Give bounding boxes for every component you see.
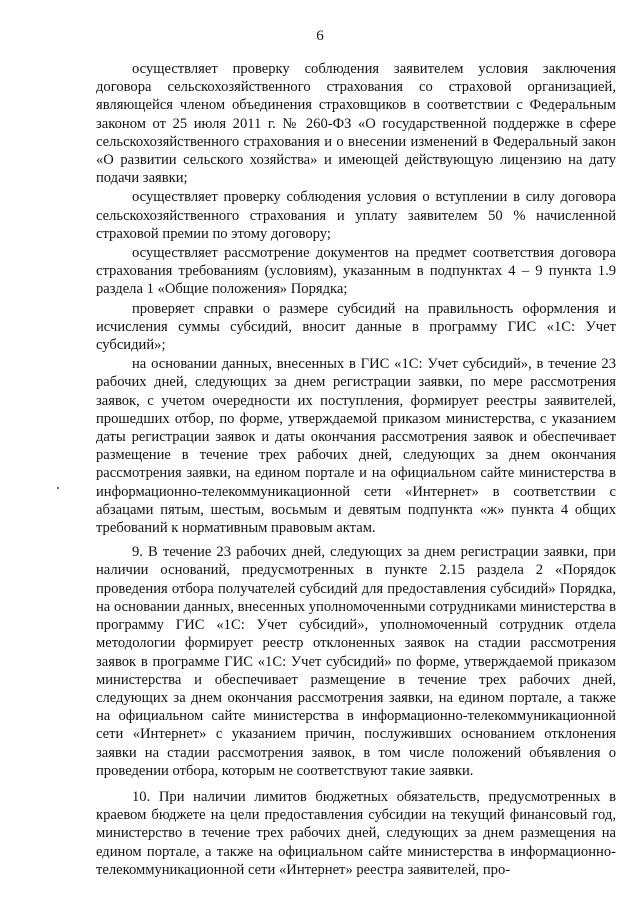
paragraph-contract-entry-check: осуществляет проверку соблюдения условия о вступлении в силу договора сельскохозяйственного страхования и уплату заявителем 50 % начисленной страховой премии по этому договору; [96,189,616,242]
paragraph-documents-review: осуществляет рассмотрение документов на предмет соответствия договора страхования требованиям (условиям), указанным в подпунктах 4 – 9 пункта 1.9 раздела 1 «Общие положения» Порядка; [96,245,616,298]
paragraph-insurance-check: осуществляет проверку соблюдения заявителем условия заключения договора сельскохозяйственного страхования со страховой организацией, являющейся членом объединения страховщиков в соответствии с Федеральным законом от 25 июля 2011 г. № 260-ФЗ «О государственной поддержке в сфере сельскохозяйственного страхования и о внесении изменений в Федеральный закон «О развитии сельского хозяйства» и имеющей действующую лицензию на дату подачи заявки; [96,61,616,187]
page-number: 6 [316,28,324,44]
paragraph-registers-formation: на основании данных, внесенных в ГИС «1С: Учет субсидий», в течение 23 рабочих дней, следующих за днем регистрации заявки, по мере рассмотрения заявок, с учетом очередности их поступления, формирует реестры заявителей, прошедших отбор, по форме, утверждаемой приказом министерства, с указанием даты регистрации заявок и даты окончания рассмотрения заявок и обеспечивает размещение в течение трех рабочих дней, следующих за днем окончания рассмотрения заявки, на едином портале и на официальном сайте министерства в информационно-телекоммуникационной сети «Интернет» в соответствии с абзацами пятым, шестым, восьмым и девятым подпункта «ж» пункта 4 общих требований к нормативным правовым актам. [96,356,616,537]
paragraph-subsidy-certificates: проверяет справки о размере субсидий на правильность оформления и исчисления суммы субсидий, вносит данные в программу ГИС «1С: Учет субсидий»; [96,300,616,354]
document-body [96,60,616,879]
paragraph-item-9: 9. В течение 23 рабочих дней, следующих за днем регистрации заявки, при наличии оснований, предусмотренных в пункте 2.15 раздела 2 «Порядок проведения отбора получателей субсидий для предоставления субсидий» Порядка, на основании данных, внесенных уполномоченными сотрудниками министерства в программу ГИС «1С: Учет субсидий», уполномоченный сотрудник отдела методологии формирует реестр отклоненных заявок на стадии рассмотрения заявок в программе ГИС «1С: Учет субсидий» по форме, утверждаемой приказом министерства и обеспечивает размещение в течение трех рабочих дней, следующих за днем окончания рассмотрения заявки, на едином портале, а также на официальном сайте министерства в информационно-телекоммуникационной сети «Интернет» с указанием причин, послуживших основанием отклонения заявки на стадии рассмотрения заявок, в том числе положений объявления о проведении отбора, которым не соответствуют такие заявки. [96,544,616,779]
paragraph-item-10: 10. При наличии лимитов бюджетных обязательств, предусмотренных в краевом бюджете на цели предоставления субсидии на текущий финансовый год, министерство в течение трех рабочих дней, следующих за днем размещения на едином портале, а также на официальном сайте министерства в информационно-телекоммуникационной сети «Интернет» реестра заявителей, про- [96,788,616,878]
margin-dot [57,487,59,489]
